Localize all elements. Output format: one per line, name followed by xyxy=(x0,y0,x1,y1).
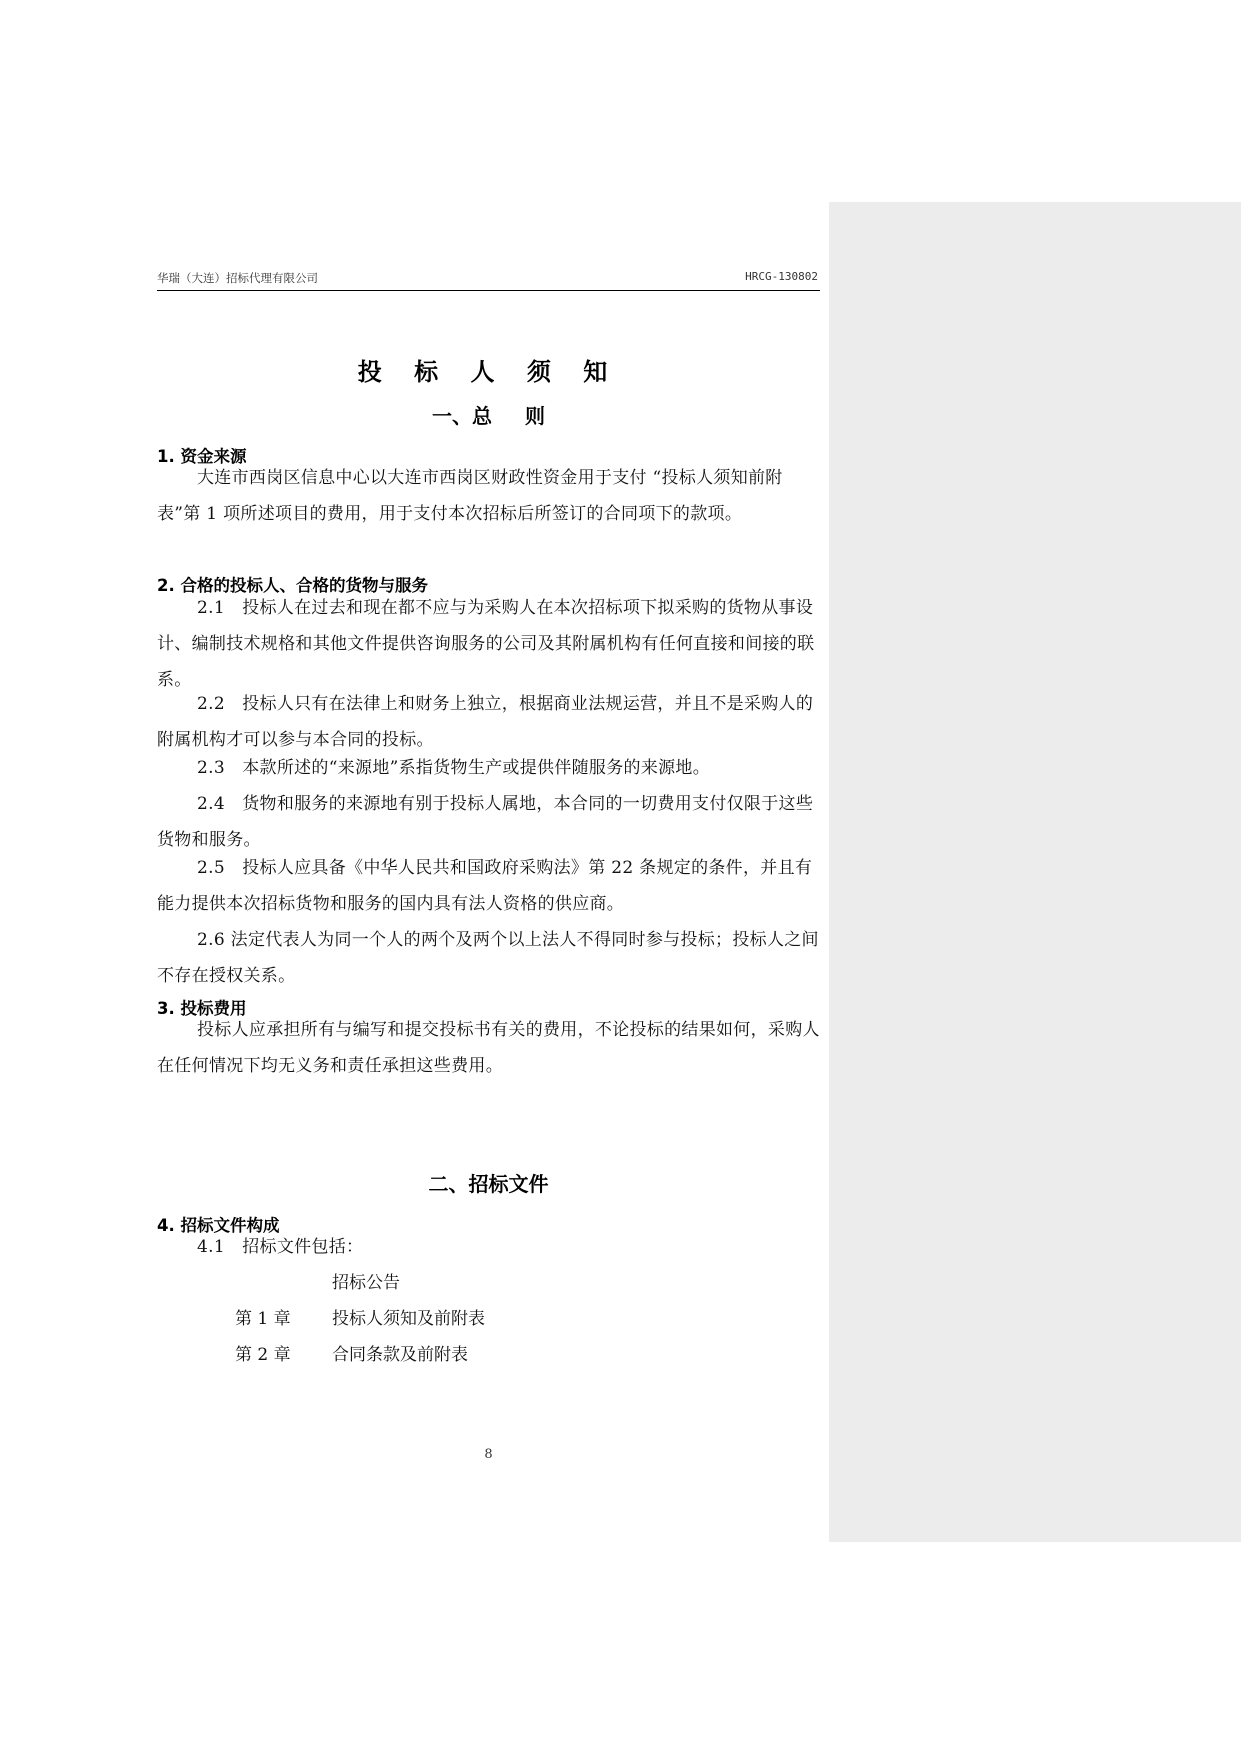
page-header xyxy=(157,270,820,291)
section-title-tender-docs: 二、招标文件 xyxy=(428,1172,549,1196)
paragraph-bid-costs: 投标人应承担所有与编写和提交投标书有关的费用，不论投标的结果如何，采购人在任何情况下均无义务和责任承担这些费用。 xyxy=(157,1020,820,1076)
paragraph-2-5: 2.5 投标人应具备《中华人民共和国政府采购法》第 22 条规定的条件，并且有能力提供本次招标货物和服务的国内具有法人资格的供应商。 xyxy=(157,858,813,914)
paragraph-2-6: 2.6 法定代表人为同一个人的两个及两个以上法人不得同时参与投标；投标人之间不存在授权关系。 xyxy=(157,930,819,986)
paragraph-funding-source: 大连市西岗区信息中心以大连市西岗区财政性资金用于支付 “投标人须知前附表”第 1 项所述项目的费用，用于支付本次招标后所签订的合同项下的款项。 xyxy=(157,468,783,524)
section-title-general: 一、总 则 xyxy=(432,404,545,428)
toc-row xyxy=(235,1340,468,1365)
toc-chapter: 第 2 章 xyxy=(235,1345,291,1365)
page-number: 8 xyxy=(484,1447,493,1462)
comment-margin-pane xyxy=(829,202,1241,1542)
toc-name: 招标公告 xyxy=(332,1273,400,1293)
heading-bid-costs: 3. 投标费用 xyxy=(157,999,247,1018)
heading-tender-doc-composition: 4. 招标文件构成 xyxy=(157,1216,280,1235)
header-company: 华瑞（大连）招标代理有限公司 xyxy=(157,271,318,285)
paragraph-2-2: 2.2 投标人只有在法律上和财务上独立，根据商业法规运营，并且不是采购人的附属机构才可以参与本合同的投标。 xyxy=(157,694,814,750)
toc-chapter: 第 1 章 xyxy=(235,1309,291,1329)
toc-row xyxy=(235,1268,400,1293)
header-doc-code: HRCG-130802 xyxy=(745,270,818,283)
paragraph-2-1: 2.1 投标人在过去和现在都不应与为采购人在本次招标项下拟采购的货物从事设计、编制技术规格和其他文件提供咨询服务的公司及其附属机构有任何直接和间接的联系。 xyxy=(157,598,815,690)
paragraph-2-4: 2.4 货物和服务的来源地有别于投标人属地，本合同的一切费用支付仅限于这些货物和服务。 xyxy=(157,794,814,850)
document-title: 投 标 人 须 知 xyxy=(357,358,620,386)
heading-eligible-bidders: 2. 合格的投标人、合格的货物与服务 xyxy=(157,576,428,595)
document-page xyxy=(157,200,820,1500)
paragraph-2-3: 2.3 本款所述的“来源地”系指货物生产或提供伴随服务的来源地。 xyxy=(197,758,711,778)
toc-name: 投标人须知及前附表 xyxy=(332,1309,485,1329)
toc-name: 合同条款及前附表 xyxy=(332,1345,468,1365)
paragraph-4-1: 4.1 招标文件包括： xyxy=(197,1237,364,1257)
toc-row xyxy=(235,1304,485,1329)
heading-funding-source: 1. 资金来源 xyxy=(157,447,247,466)
